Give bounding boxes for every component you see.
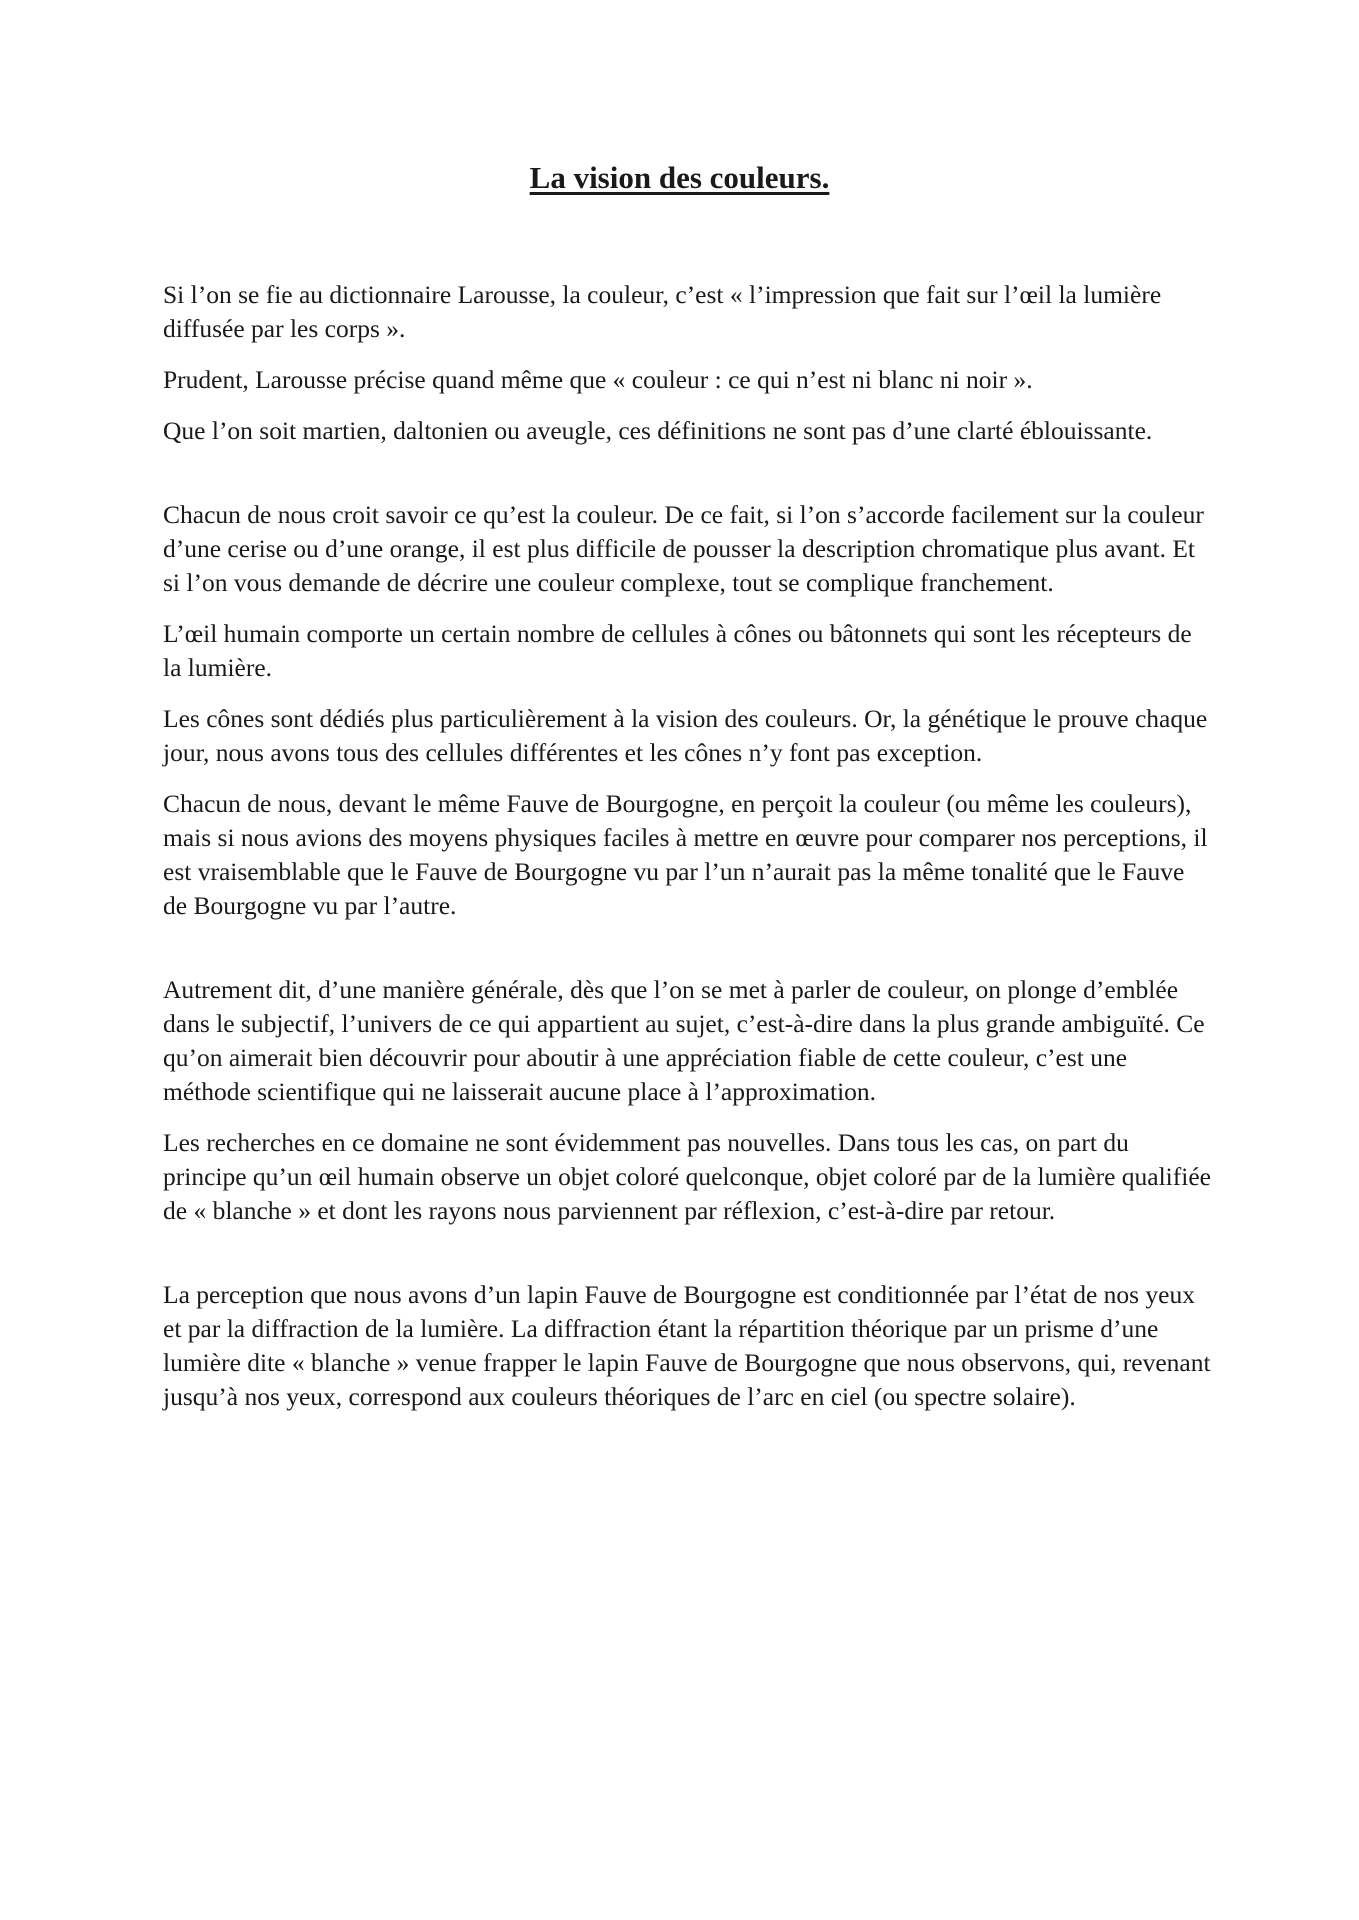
paragraph: Que l’on soit martien, daltonien ou aveugle, ces définitions ne sont pas d’une clarté éblouissante.	[163, 416, 1153, 445]
paragraph: Chacun de nous, devant le même Fauve de Bourgogne, en perçoit la couleur (ou même les couleurs), mais si nous avions des moyens physiques faciles à mettre en œuvre pour comparer nos perceptions, il est vraisemblable que le Fauve de Bourgogne vu par l’un n’aurait pas la même tonalité que le Fauve de Bourgogne vu par l’autre.	[163, 789, 1208, 920]
paragraph: Les recherches en ce domaine ne sont évidemment pas nouvelles. Dans tous les cas, on part du principe qu’un œil humain observe un objet coloré quelconque, objet coloré par de la lumière qualifiée de « blanche » et dont les rayons nous parviennent par réflexion, c’est-à-dire par retour.	[163, 1128, 1211, 1225]
paragraph: La perception que nous avons d’un lapin Fauve de Bourgogne est conditionnée par l’état de nos yeux et par la diffraction de la lumière. La diffraction étant la répartition théorique par un prisme d’une lumière dite « blanche » venue frapper le lapin Fauve de Bourgogne que nous observons, qui, revenant jusqu’à nos yeux, correspond aux couleurs théoriques de l’arc en ciel (ou spectre solaire).	[163, 1280, 1211, 1411]
paragraph: Autrement dit, d’une manière générale, dès que l’on se met à parler de couleur, on plonge d’emblée dans le subjectif, l’univers de ce qui appartient au sujet, c’est-à-dire dans la plus grande ambiguïté. Ce qu’on aimerait bien découvrir pour aboutir à une appréciation fiable de cette couleur, c’est une méthode scientifique qui ne laisserait aucune place à l’approximation.	[163, 975, 1205, 1106]
paragraph: Chacun de nous croit savoir ce qu’est la couleur. De ce fait, si l’on s’accorde facilement sur la couleur d’une cerise ou d’une orange, il est plus difficile de pousser la description chromatique plus avant. Et si l’on vous demande de décrire une couleur complexe, tout se complique franchement.	[163, 500, 1204, 597]
paragraph: Si l’on se fie au dictionnaire Larousse, la couleur, c’est « l’impression que fait sur l’œil la lumière diffusée par les corps ».	[163, 280, 1162, 343]
document-body	[163, 278, 1213, 1431]
paragraph: Prudent, Larousse précise quand même que « couleur : ce qui n’est ni blanc ni noir ».	[163, 365, 1033, 394]
paragraph: Les cônes sont dédiés plus particulièrement à la vision des couleurs. Or, la génétique le prouve chaque jour, nous avons tous des cellules différentes et les cônes n’y font pas exception.	[163, 704, 1208, 767]
paragraph: L’œil humain comporte un certain nombre de cellules à cônes ou bâtonnets qui sont les récepteurs de la lumière.	[163, 619, 1192, 682]
document-title: La vision des couleurs.	[529, 160, 830, 195]
